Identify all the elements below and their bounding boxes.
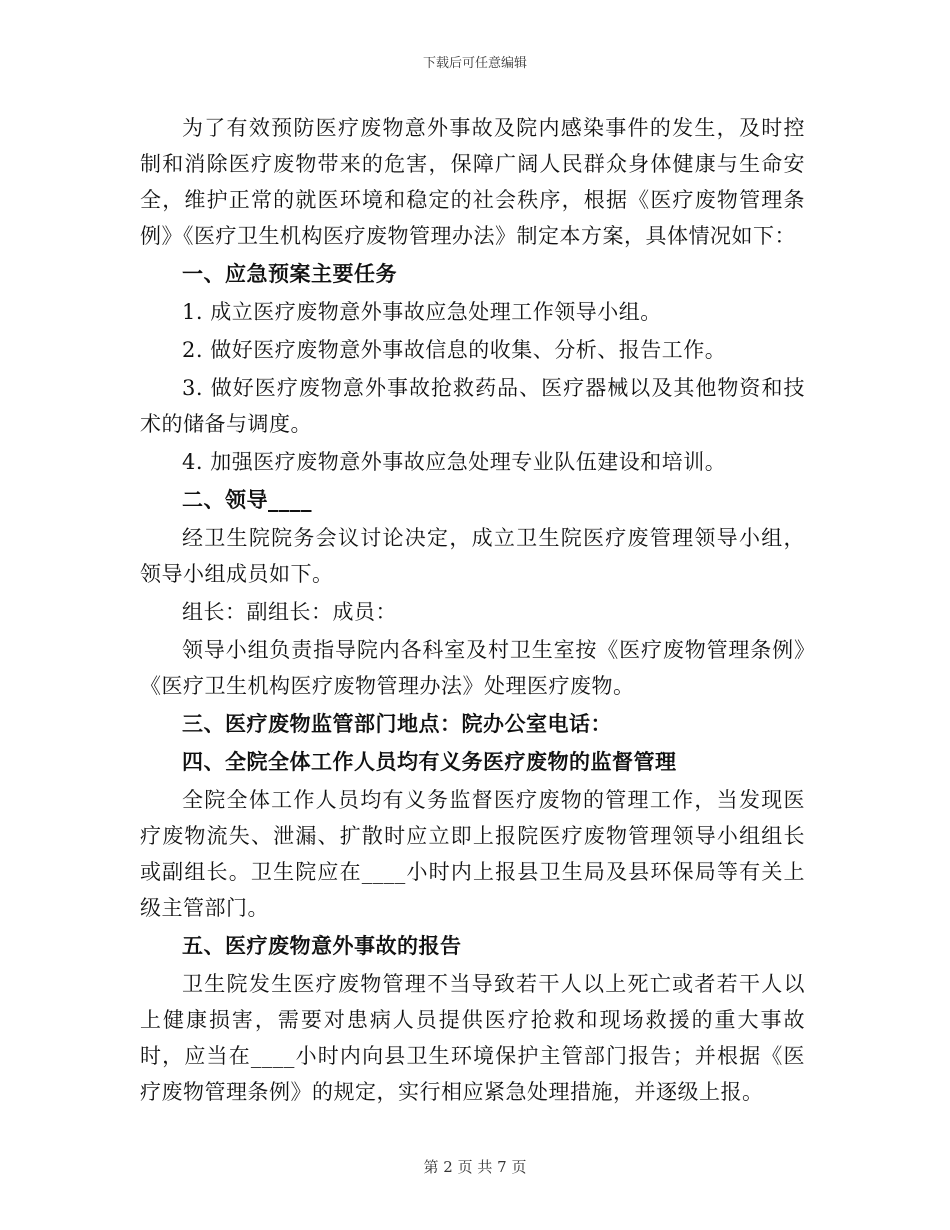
section-heading-5: 五、医疗废物意外事故的报告 xyxy=(182,933,462,958)
leadership-paragraph: 经卫生院院务会议讨论决定，成立卫生院医疗废管理领导小组，领导小组成员如下。 xyxy=(140,526,805,586)
section-heading-4: 四、全院全体工作人员均有义务医疗废物的监督管理 xyxy=(182,749,677,774)
section-heading-2: 二、领导____ xyxy=(182,487,312,512)
section-heading-3: 三、医疗废物监管部门地点：院办公室电话： xyxy=(182,711,612,736)
task-item-4: 4. 加强医疗废物意外事故应急处理专业队伍建设和培训。 xyxy=(182,450,727,474)
task-item-2: 2. 做好医疗废物意外事故信息的收集、分析、报告工作。 xyxy=(182,338,727,362)
task-item-3: 3. 做好医疗废物意外事故抢救药品、医疗器械以及其他物资和技术的储备与调度。 xyxy=(140,376,805,436)
report-paragraph: 卫生院发生医疗废物管理不当导致若干人以上死亡或者若干人以上健康损害，需要对患病人员提供医疗抢救和现场救援的重大事故时，应当在____小时内向县卫生环境保护主管部门报告；并根据《医疗废物管理条例》的规定，实行相应紧急处理措施，并逐级上报。 xyxy=(140,972,805,1104)
intro-paragraph: 为了有效预防医疗废物意外事故及院内感染事件的发生，及时控制和消除医疗废物带来的危害，保障广阔人民群众身体健康与生命安全，维护正常的就医环境和稳定的社会秩序，根据《医疗废物管理条例》《医疗卫生机构医疗废物管理办法》制定本方案，具体情况如下： xyxy=(140,116,805,248)
page-number: 第 2 页 共 7 页 xyxy=(423,1158,527,1176)
document-body xyxy=(140,110,805,1112)
task-item-1: 1. 成立医疗废物意外事故应急处理工作领导小组。 xyxy=(182,300,662,324)
supervision-paragraph: 全院全体工作人员均有义务监督医疗废物的管理工作，当发现医疗废物流失、泄漏、扩散时应立即上报院医疗废物管理领导小组组长或副组长。卫生院应在____小时内上报县卫生局及县环保局等有关上级主管部门。 xyxy=(140,788,805,920)
section-heading-1: 一、应急预案主要任务 xyxy=(182,261,397,286)
leadership-duty-paragraph: 领导小组负责指导院内各科室及村卫生室按《医疗废物管理条例》《医疗卫生机构医疗废物管理办法》处理医疗废物。 xyxy=(140,638,805,698)
members-line: 组长：副组长：成员： xyxy=(182,600,397,624)
page-header-note: 下载后可任意编辑 xyxy=(422,56,527,71)
